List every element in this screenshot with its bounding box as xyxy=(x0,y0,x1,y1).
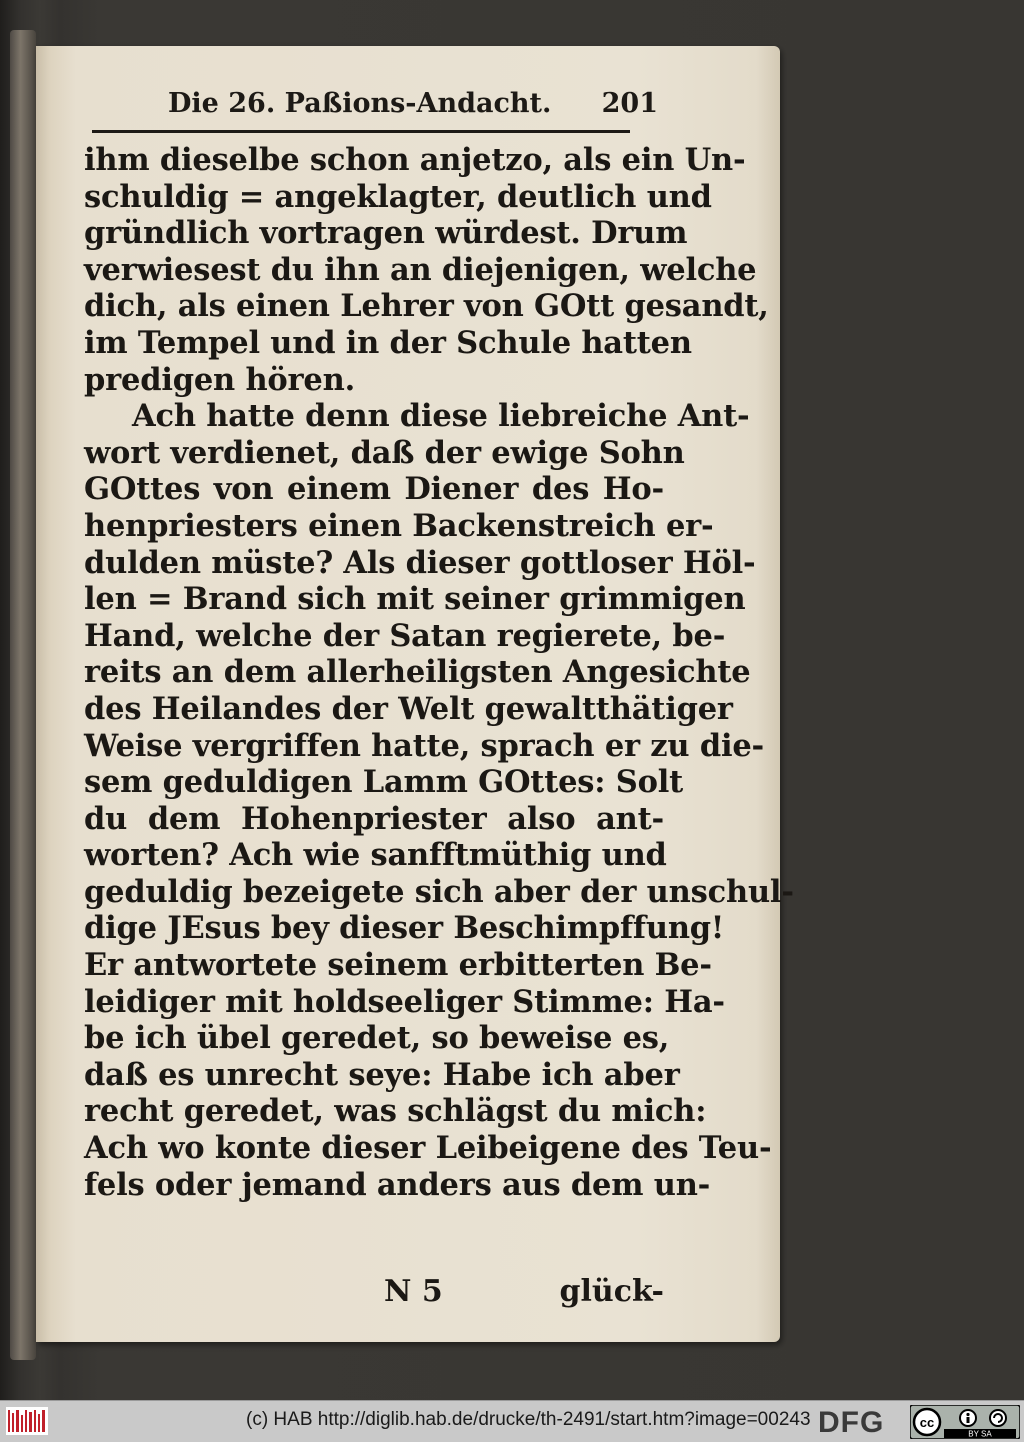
dfg-logo: DFG xyxy=(818,1406,885,1439)
text-line: Ach wo konte dieser Leibeigene des Teu- xyxy=(84,1130,772,1167)
text-line: wort verdienet, daß der ewige Sohn xyxy=(84,434,685,471)
header-rule xyxy=(92,130,630,133)
text-line: im Tempel und in der Schule hatten xyxy=(84,324,692,361)
viewer-footer-bar xyxy=(0,1400,1024,1442)
text-line: geduldig bezeigete sich aber der unschul- xyxy=(84,873,794,910)
running-head xyxy=(60,84,680,124)
source-credit-link[interactable]: (c) HAB http://diglib.hab.de/drucke/th-2491/start.htm?image=00243 xyxy=(246,1409,811,1430)
text-line: len = Brand sich mit seiner grimmigen xyxy=(84,581,746,618)
text-line: du dem Hohenpriester also ant- xyxy=(84,800,664,837)
book-edge xyxy=(10,30,36,1360)
page-content xyxy=(60,84,794,1309)
text-line: ihm dieselbe schon anjetzo, als ein Un- xyxy=(84,142,746,178)
text-line: dich, als einen Lehrer von GOtt gesandt, xyxy=(84,288,769,325)
page-footer xyxy=(84,1274,664,1314)
text-line: predigen hören. xyxy=(84,361,356,398)
text-line: henpriesters einen Backenstreich er- xyxy=(84,507,714,544)
text-line: sem geduldigen Lamm GOttes: Solt xyxy=(84,764,683,801)
svg-text:cc: cc xyxy=(919,1415,935,1430)
text-line: fels oder jemand anders aus dem un- xyxy=(84,1166,711,1203)
text-line: dige JEsus bey dieser Beschimpffung! xyxy=(84,910,725,947)
license-label: BY SA xyxy=(968,1429,992,1439)
text-line: Hand, welche der Satan regierete, be- xyxy=(84,617,726,654)
catchword: glück- xyxy=(559,1274,664,1309)
cc-license-icon xyxy=(910,1405,1020,1439)
text-line: recht geredet, was schlägst du mich: xyxy=(84,1093,707,1130)
text-line: Ach hatte denn diese liebreiche Ant- xyxy=(132,398,750,435)
text-line: schuldig = angeklagter, deutlich und xyxy=(84,178,712,215)
body-text xyxy=(84,142,794,1203)
running-title: Die 26. Paßions-Andacht. xyxy=(168,88,552,119)
text-line: Er antwortete seinem erbitterten Be- xyxy=(84,947,712,984)
text-line: dulden müste? Als dieser gottloser Höl- xyxy=(84,544,756,581)
page-number: 201 xyxy=(601,88,658,119)
text-line: be ich übel geredet, so beweise es, xyxy=(84,1020,670,1057)
text-line: GOttes von einem Diener des Ho- xyxy=(84,471,664,508)
text-line: worten? Ach wie sanfftmüthig und xyxy=(84,837,667,874)
text-line: gründlich vortragen würdest. Drum xyxy=(84,215,688,252)
barcode-logo-icon xyxy=(6,1407,48,1435)
text-line: des Heilandes der Welt gewaltthätiger xyxy=(84,690,733,727)
text-line: daß es unrecht seye: Habe ich aber xyxy=(84,1056,680,1093)
book-page xyxy=(36,46,794,1342)
text-line: reits an dem allerheiligsten Angesichte xyxy=(84,654,751,691)
signature-mark: N 5 xyxy=(384,1274,443,1309)
text-line: verwiesest du ihn an diejenigen, welche xyxy=(84,251,757,288)
text-line: leidiger mit holdseeliger Stimme: Ha- xyxy=(84,983,725,1020)
text-line: Weise vergriffen hatte, sprach er zu die- xyxy=(84,727,765,764)
